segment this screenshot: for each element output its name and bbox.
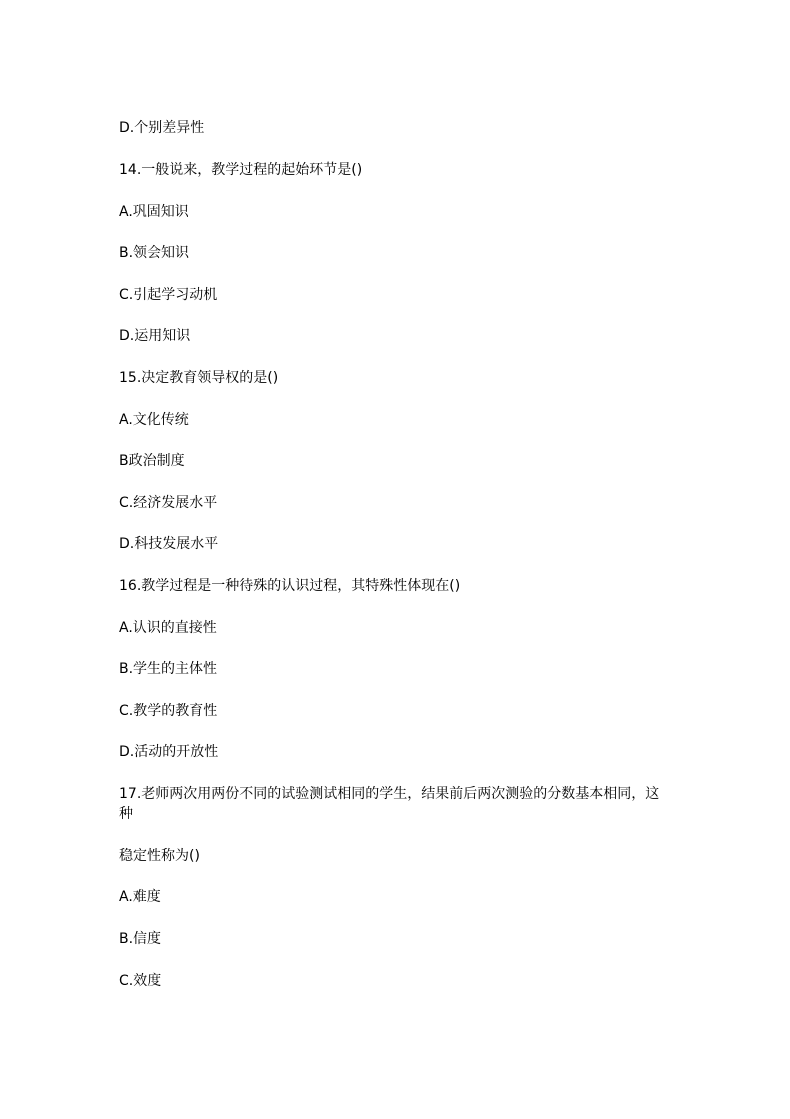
option-16-b: B.学生的主体性 [119,661,218,677]
option-15-c: C.经济发展水平 [119,495,218,511]
option-15-d: D.科技发展水平 [119,536,219,552]
option-17-b: B.信度 [119,931,162,947]
option-16-d: D.活动的开放性 [119,744,219,760]
option-15-b: B政治制度 [119,453,185,469]
option-16-c: C.教学的教育性 [119,703,218,719]
option-14-c: C.引起学习动机 [119,287,218,303]
option-17-a: A.难度 [119,889,161,905]
question-17-line-1: 17.老师两次用两份不同的试验测试相同的学生，结果前后两次测验的分数基本相同，这 [119,786,660,802]
option-15-a: A.文化传统 [119,412,189,428]
option-17-c: C.效度 [119,973,162,989]
option-14-d: D.运用知识 [119,328,191,344]
question-14: 14.一般说来，教学过程的起始环节是() [119,162,363,178]
question-16: 16.教学过程是一种待殊的认识过程，其特殊性体现在() [119,578,461,594]
question-15: 15.决定教育领导权的是() [119,370,279,386]
option-14-b: B.领会知识 [119,245,190,261]
option-16-a: A.认识的直接性 [119,620,217,636]
question-17-line-3: 稳定性称为() [119,848,200,864]
question-17-line-2: 种 [119,806,133,822]
option-13-d: D.个别差异性 [119,120,205,136]
option-14-a: A.巩固知识 [119,204,189,220]
